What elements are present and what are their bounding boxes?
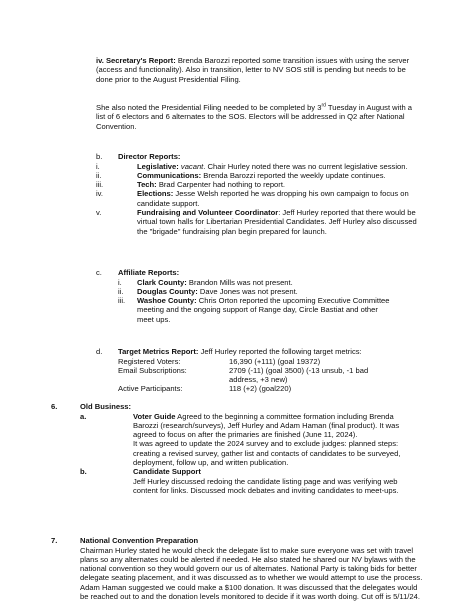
voter-guide-text: Agreed to the beginning a committee formation including Brenda Barozzi (research/surveys), Jeff Hurley and Adam Haman (final product). It was agreed to focus on after the primaries are finished (June 11, 2024).: [133, 411, 400, 440]
item-text: Brandon Mills was not present.: [186, 277, 293, 287]
metrics-row: [96, 384, 436, 393]
section-heading: Target Metrics Report:: [118, 347, 199, 356]
secretary-report-text: Brenda Barozzi reported some transition issues with using the server (access and functionality). Also in transition, letter to NV SOS still is pending but needs to be done prior to the August Presidential Filing.: [96, 56, 410, 84]
metric-value: 118 (+2) (goal220): [229, 384, 292, 394]
voter-guide-label: Voter Guide: [133, 411, 176, 421]
affiliate-reports: [96, 268, 396, 324]
filing-text-end: Tuesday in August with a list of 6 electors and 6 alternates to the SOS. Electors will be addressed in Q2 after National Convention.: [96, 103, 413, 131]
presidential-filing-paragraph: [96, 103, 416, 131]
item-number: i.: [118, 277, 122, 287]
filing-superscript: rd: [321, 102, 326, 109]
national-convention-text: Chairman Hurley stated he would check the delegate list to make sure everyone was set with travel plans so any alternates could be alerted if needed. He also stated he shared our NV bylaws with the national convention so they would govern our us of alternates. National Party is taking bids for better delegate seating placement, and it was discussed as to whether we would attempt to use the process. Adam Haman suggested we could make a $100 donation. It was discussed that the delegates would be reached out to and the donation levels monitored to decide if it was worth doing. Cut off is 5/11/24.: [80, 545, 423, 601]
item-text: Chris Orton reported the upcoming Executive Committee meeting and the ongoing support of Range day, Circle Bastiat and other meet ups.: [137, 296, 390, 324]
item-text: : Jeff Hurley reported that there would be virtual town halls for Libertarian Presidential Candidates. Jeff Hurley also discussed the "brigade" fundraising plan begin prepared for launch.: [137, 208, 417, 236]
section-heading: Old Business:: [80, 402, 132, 411]
item-label: Fundraising and Volunteer Coordinator: [137, 208, 279, 218]
director-item: [96, 189, 426, 208]
item-number: i.: [96, 161, 100, 171]
item-label: Douglas County:: [137, 286, 198, 296]
section-number: 7.: [51, 536, 58, 545]
target-metrics-heading: [96, 347, 436, 357]
affiliate-item: [96, 287, 396, 296]
metric-label: Active Participants:: [118, 384, 183, 394]
section-heading: National Convention Preparation: [80, 536, 199, 545]
item-text: Brenda Barozzi reported the weekly update continues.: [201, 170, 386, 180]
metric-value: 2709 (-11) (goal 3500) (-13 unsub, -1 bad address, +3 new): [229, 365, 369, 385]
section-letter: d.: [96, 347, 103, 356]
item-number: v.: [96, 208, 102, 218]
item-label: Washoe County:: [137, 296, 197, 306]
affiliate-item: [96, 296, 396, 324]
national-convention-body: [51, 546, 423, 601]
director-reports-heading: [96, 152, 426, 162]
metrics-row: [96, 366, 436, 385]
candidate-support-label: Candidate Support: [133, 467, 201, 477]
director-item: [96, 171, 426, 180]
item-letter: a.: [80, 411, 87, 421]
item-number: ii.: [118, 286, 124, 296]
metric-value: 16,390 (+111) (goal 19372): [229, 356, 321, 366]
old-business-heading: [51, 402, 421, 412]
section-heading: Director Reports:: [118, 152, 181, 161]
presidential-filing-note: [96, 103, 416, 131]
secretary-report: [96, 56, 416, 84]
director-item: [96, 180, 426, 189]
item-number: iv.: [96, 189, 104, 199]
item-italic: vacant: [180, 161, 204, 171]
item-number: iii.: [118, 296, 126, 306]
item-label: Communications:: [137, 170, 202, 180]
section-letter: c.: [96, 268, 102, 277]
affiliate-reports-heading: [96, 268, 396, 278]
national-convention: [51, 536, 423, 601]
metric-label: Email Subscriptions:: [118, 365, 187, 375]
metric-label: Registered Voters:: [118, 356, 181, 366]
metrics-row: [96, 357, 436, 366]
item-label: Elections:: [137, 189, 174, 199]
item-text: Brad Carpenter had nothing to report.: [156, 180, 286, 190]
item-number: iii.: [96, 180, 104, 190]
item-text: Jesse Welsh reported he was dropping his own campaign to focus on candidate support.: [137, 189, 409, 208]
voter-guide-text-continued: It was agreed to update the 2024 survey and to exclude judges: planned steps: creating a revised survey, gather list and contacts of candidates to be surveyed, deployment, follow up, and written publication.: [133, 439, 401, 468]
section-number: 6.: [51, 402, 58, 411]
candidate-support-item: [51, 467, 421, 495]
director-item: [96, 208, 426, 236]
director-item: [96, 162, 426, 171]
item-number: ii.: [96, 170, 102, 180]
metrics-intro: Jeff Hurley reported the following target metrics:: [198, 347, 362, 356]
candidate-support-text: Jeff Hurley discussed redoing the candidate listing page and was verifying web content for links. Discussed mock debates and inviting candidates to meet-ups.: [133, 476, 399, 495]
item-text: . Chair Hurley noted there was no current legislative session.: [203, 161, 408, 171]
item-letter: b.: [80, 467, 87, 477]
item-label: Clark County:: [137, 277, 187, 287]
director-reports: [96, 152, 426, 236]
filing-text-start: She also noted the Presidential Filing needed to be completed by 3: [96, 103, 322, 112]
old-business: [51, 402, 421, 495]
item-text: Dave Jones was not present.: [197, 286, 298, 296]
section-heading: Affiliate Reports:: [118, 268, 180, 277]
target-metrics: [96, 347, 436, 394]
voter-guide-item: [51, 412, 421, 468]
section-letter: b.: [96, 152, 103, 161]
item-label: Legislative:: [137, 161, 179, 171]
national-convention-heading: [51, 536, 423, 546]
item-label: Tech:: [137, 180, 157, 190]
secretary-report-label: iv. Secretary's Report:: [96, 56, 176, 65]
secretary-report-paragraph: [96, 56, 416, 84]
affiliate-item: [96, 278, 396, 287]
